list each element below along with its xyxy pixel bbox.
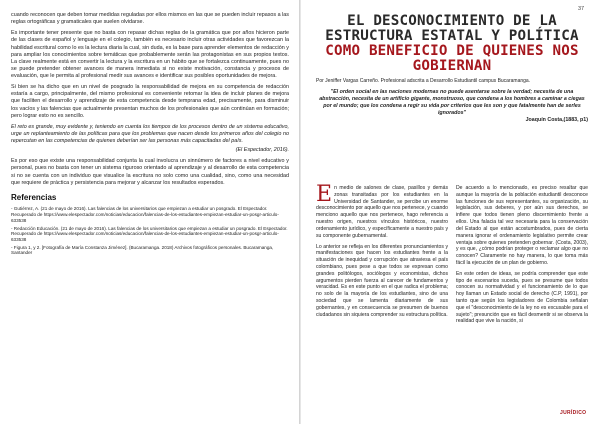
title-line-4: GOBIERNAN xyxy=(412,57,492,74)
title-line-1: EL DESCONOCIMIENTO DE LA xyxy=(347,13,557,29)
column-2 xyxy=(456,185,588,329)
byline: Por Jeniffer Vargas Carreño. Profesional adscrita a Desarrollo Estudiantil campus Bucaramanga. xyxy=(316,77,531,84)
body-paragraph: Lo anterior se refleja en los diferentes pronunciamientos y manifestaciones que hacen los estudiantes frente a la situación de inequidad y corrupción que atraviesa el país colombiano, pues pese a que todos se expresan como grandes politólogos, sociólogos y economistas, dichos argumentos pierden fuerza al carecer de fundamentos y veracidad. Es en este punto en el que radica el problema; no solo de la mayoría de los estudiantes, sino de una sociedad que se lamenta diariamente de sus gobernantes, y en consecuencia se presumen de buenos ciudadanos sin siquiera comprender su estructura política. xyxy=(316,243,448,318)
title-line-3: COMO BENEFICIO DE QUIENES NOS xyxy=(325,42,579,59)
right-page-header xyxy=(316,14,588,123)
page-number: 37 xyxy=(578,6,585,12)
body-paragraph: En este orden de ideas, se podría comprender que este tipo de escenarios suceda, pues se presume que todos conocen su normatividad y el funcionamiento de lo que hoy llaman un Estado social de derecho (C.P, 1991), por tanto que según los legisladores de Colombia señalan que el "desconocimiento de la ley no es excusable para el sujeto"; presunción que es fácil desmentir si se observa la realidad que vive la nación, si xyxy=(456,270,588,325)
epigraph: "El orden social en las naciones modernas no puede asentarse sobre la verdad; necesita de una abstracción, necesita de un artificio gigante, monstruoso, que condena a los hombres a caminar a ciegas por el mundo; que los condena a regir su vida por criterios que les son y que fatalmente han de serles ignorados" xyxy=(319,89,585,116)
body-paragraph: De acuerdo a lo mencionado, es preciso resaltar que aunque la mayoría de la población estudiantil desconoce las funciones de sus representantes, su organización, su legislación, sus deberes, y por aún sus derechos, se infiere que todos tienen pleno discernimiento frente a ellos. Una falacia tal vez necesaria para la conservación del Estado al que están acostumbrados, pues de cierta manera ignorar el ordenamiento legislativo permite crear ventaja sobre quienes pretenden gobernar. (Costa, 2003), y es que, ¿cómo podrían proteger o reclamar algo que no conocen? Claramente no hay manera, lo que toma más fácil la ejecución de un plan de gobierno. xyxy=(456,185,588,266)
left-paragraph-3: Si bien se ha dicho que en un nivel de posgrado la responsabilidad de mejora en su competencia de redacción estaría a cargo, principalmente, del mismo profesional es conveniente retomar la idea de incluir planes de mejora que faciliten el desarrollo y aprendizaje de esta competencia desde temprana edad, precisamente, para disminuir los vacíos y las falencias que actualmente presentan muchos de los profesionales que aún continúan en formación; pero lograr esto no es sencillo. xyxy=(11,84,289,119)
article-title xyxy=(316,14,588,74)
reference-item: - Figura 1, y 2. [Fotografía de María Constanza Jiménez]. (Bucaramanga. 2018) Archivos fotográficos personales. Bucaramanga, Santander xyxy=(11,244,274,256)
body-paragraph xyxy=(316,182,448,240)
section-tag: JURÍDICO xyxy=(560,410,587,416)
column-1 xyxy=(316,182,448,329)
title-line-2: ESTRUCTURA ESTATAL Y POLÍTICA xyxy=(325,27,579,44)
epigraph-source: Joaquín Costa,(1883, p1) xyxy=(525,116,588,123)
references-heading: Referencias xyxy=(11,192,57,202)
closing-paragraph: Es por eso que existe una responsabilidad conjunta la cual involucra un sinnúmero de factores a nivel educativo y personal, pues no basta con tener un sistema riguroso orientado al aprendizaje y al desarrollo de esta competencia si no se cuenta con un individuo que visualice la escritura no solo como una cualidad, sino, como una necesidad que requiere de práctica y persistencia para mejorar y alcanzar los resultados esperados. xyxy=(11,158,289,186)
left-paragraph-1: cuando reconocen que deben tomar medidas reguladas por ellos mismos en las que se pueden incluir repasos a las reglas ortográficas y gramaticales que suelen olvidarse. xyxy=(11,12,289,26)
reference-item: - Gutiérrez, A. (21 de mayo de 2016). Las falencias de los universitarios que empiezan a estudiar un posgrado. El Espectador. Recuperado de https://www.elespectador.com/noticias/educacion/falencias-de-los-estudiantes-empiezan-estudiar-un-posgr-articulo-633538 xyxy=(11,206,279,223)
quote-source: (El Espectador, 2016). xyxy=(235,147,289,154)
article-body xyxy=(316,182,588,329)
block-quote: El reto es grande, muy evidente y, teniendo en cuenta los tiempos de los procesos dentro de un sistema educativo, urge un replanteamiento de las políticas para que los problemas que nacen desde los primeros años del colegio no repercutan en las competencias de quienes deberían ser las personas más capacitadas del país. xyxy=(11,123,289,144)
drop-cap: E xyxy=(316,182,333,207)
left-page xyxy=(11,12,289,258)
left-paragraph-2: Es importante tener presente que no basta con repasar dichas reglas de la gramática que por años hicieron parte de las clases de español y lenguaje en el colegio, también es necesario incluir otras actividades que favorezcan la habilidad escritural como lo es la lectura diaria la cual, sin duda, es la base para aprender elementos de redacción y para ampliar los conocimientos sobre temáticas que probablemente serán las protagonistas en sus propios textos. La clave realmente está en convertir la lectura y la escritura en un hábito que se fortalezca continuamente, pues no se puede pretender obtener avances de manera inmediata si no existe motivación, constancia y procesos de evaluación, que le permita al profesional medir sus avances e identificar sus posibles oportunidades de mejora. xyxy=(11,30,289,79)
body-text: n medio de salones de clase, pasillos y demás zonas transitadas por los estudiantes en la Universidad de Santander, se percibe un enorme desconocimiento por aquello que nos pertenece, y cuando menciono aquello que nos pertenece, hago referencia a nuestro origen, nuestros vínculos históricos, nuestro ordenamiento jurídico, y específicamente a nuestro país y su componente gubernamental. xyxy=(316,185,448,239)
page-gutter xyxy=(299,0,301,424)
reference-item: - Redacción Educación. (21 de mayo de 2016). Las falencias de los universitarios que empiezan a estudiar un posgrado. El Espectador. Recuperado de https://www.elespectador.com/noticias/educacion/falencias-de-los-estudiantes-empiezan-estudiar-un-posgr-articulo-633538 xyxy=(11,225,288,242)
